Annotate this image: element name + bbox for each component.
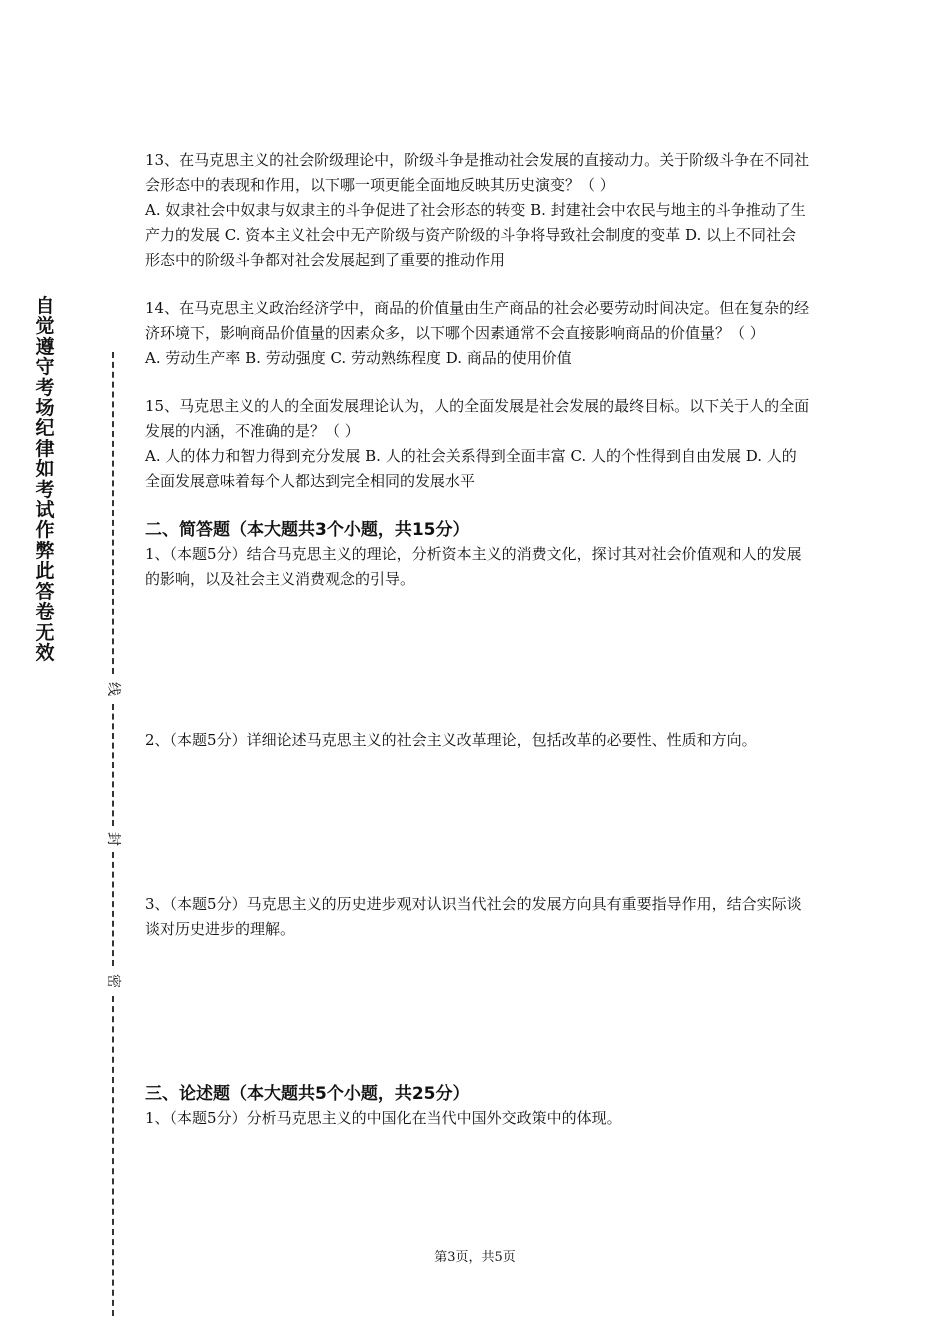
question-stem: 14、在马克思主义政治经济学中，商品的价值量由生产商品的社会必要劳动时间决定。但在复杂的经济环境下，影响商品价值量的因素众多，以下哪个因素通常不会直接影响商品的价值量？（ ） [145,299,810,342]
binding-label-secret: 密 [105,974,121,988]
section-short-answer [145,518,810,942]
section-essay [145,1082,810,1131]
binding-dash-line [112,352,114,674]
short-answer-item-2: 2、（本题5分）详细论述马克思主义的社会主义改革理论，包括改革的必要性、性质和方向。 [145,731,757,749]
exam-content [145,148,810,1131]
section-title: 三、论述题（本大题共5个小题，共25分） [145,1084,470,1104]
binding-dash-line [112,704,114,826]
page-number-footer: 第3页，共5页 [434,1250,516,1265]
short-answer-item-1: 1、（本题5分）结合马克思主义的理论，分析资本主义的消费文化，探讨其对社会价值观和人的发展的影响，以及社会主义消费观念的引导。 [145,545,802,588]
question-options: A. 奴隶社会中奴隶与奴隶主的斗争促进了社会形态的转变 B. 封建社会中农民与地主的斗争推动了生产力的发展 C. 资本主义社会中无产阶级与资产阶级的斗争将导致社会制度的变革 D. 以上不同社会形态中的阶级斗争都对社会发展起到了重要的推动作用 [145,201,806,269]
exam-discipline-warning: 自觉遵守考场纪律如考试作弊此答卷无效 [35,295,55,664]
short-answer-item-3: 3、（本题5分）马克思主义的历史进步观对认识当代社会的发展方向具有重要指导作用，结合实际谈谈对历史进步的理解。 [145,895,802,938]
question-options: A. 人的体力和智力得到充分发展 B. 人的社会关系得到全面丰富 C. 人的个性得到自由发展 D. 人的全面发展意味着每个人都达到完全相同的发展水平 [145,447,797,490]
essay-item-1: 1、（本题5分）分析马克思主义的中国化在当代中国外交政策中的体现。 [145,1109,622,1127]
binding-label-seal: 封 [105,832,121,846]
question-15 [145,394,810,494]
binding-dash-line [112,852,114,966]
question-stem: 15、马克思主义的人的全面发展理论认为，人的全面发展是社会发展的最终目标。以下关于人的全面发展的内涵，不准确的是？（ ） [145,397,810,440]
binding-label-line: 线 [105,682,121,696]
binding-dash-line [112,996,114,1316]
question-options: A. 劳动生产率 B. 劳动强度 C. 劳动熟练程度 D. 商品的使用价值 [145,349,572,367]
question-stem: 13、在马克思主义的社会阶级理论中，阶级斗争是推动社会发展的直接动力。关于阶级斗争在不同社会形态中的表现和作用，以下哪一项更能全面地反映其历史演变？（ ） [145,151,810,194]
section-title: 二、简答题（本大题共3个小题，共15分） [145,520,470,540]
question-13 [145,148,810,273]
question-14 [145,296,810,371]
